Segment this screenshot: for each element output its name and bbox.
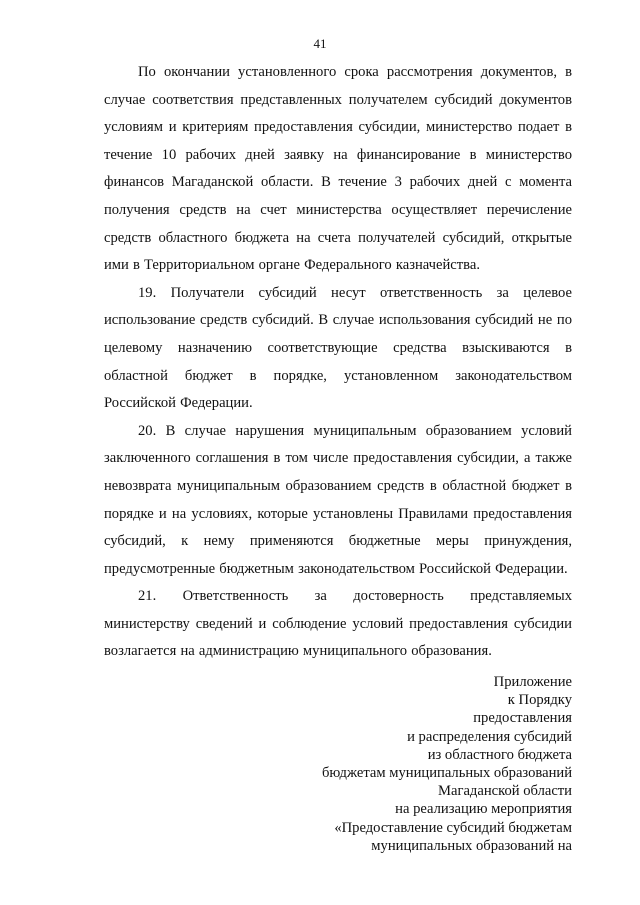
appendix-line: из областного бюджета	[427, 746, 572, 763]
appendix-line: к Порядку	[507, 692, 572, 709]
paragraph-20-violation: 20. В случае нарушения муниципальным образованием условий заключенного соглашения в том числе предоставления субсидии, а также невозврата муниципальным образованием средств в областной бюджет в порядке и на условиях, которые установлены Правилами предоставления субсидий, к нему применяются бюджетные меры принуждения, предусмотренные бюджетным законодательством Российской Федерации.	[104, 422, 572, 577]
appendix-line: и распределения субсидий	[407, 728, 572, 745]
paragraph-19-responsibility: 19. Получатели субсидий несут ответственность за целевое использование средств субсидий. В случае использования субсидий не по целевому назначению соответствующие средства взыскиваются в областной бюджет в порядке, установленном законодательством Российской Федерации.	[104, 284, 572, 412]
appendix-line: бюджетам муниципальных образований	[321, 765, 572, 782]
appendix-line: Магаданской области	[438, 783, 572, 800]
appendix-line: «Предоставление субсидий бюджетам	[334, 819, 572, 836]
appendix-line: муниципальных образований на	[371, 837, 572, 854]
appendix-line: на реализацию мероприятия	[395, 801, 572, 818]
appendix-line: Приложение	[493, 674, 572, 690]
appendix-line: предоставления	[473, 710, 572, 727]
appendix-header	[252, 673, 572, 855]
paragraph-funding-request: По окончании установленного срока рассмотрения документов, в случае соответствия представленных получателем субсидий документов условиям и критериям предоставления субсидии, министерство подает в течение 10 рабочих дней заявку на финансирование в министерство финансов Магаданской области. В течение 3 рабочих дней с момента получения средств на счет министерства осуществляет перечисление средств областного бюджета на счета получателей субсидий, открытые ими в Территориальном органе Федерального казначейства.	[104, 64, 572, 274]
page-number: 41	[313, 36, 327, 51]
document-body	[104, 59, 572, 666]
paragraph-21-reliability: 21. Ответственность за достоверность представляемых министерству сведений и соблюдение условий предоставления субсидии возлагается на администрацию муниципального образования.	[104, 588, 572, 660]
